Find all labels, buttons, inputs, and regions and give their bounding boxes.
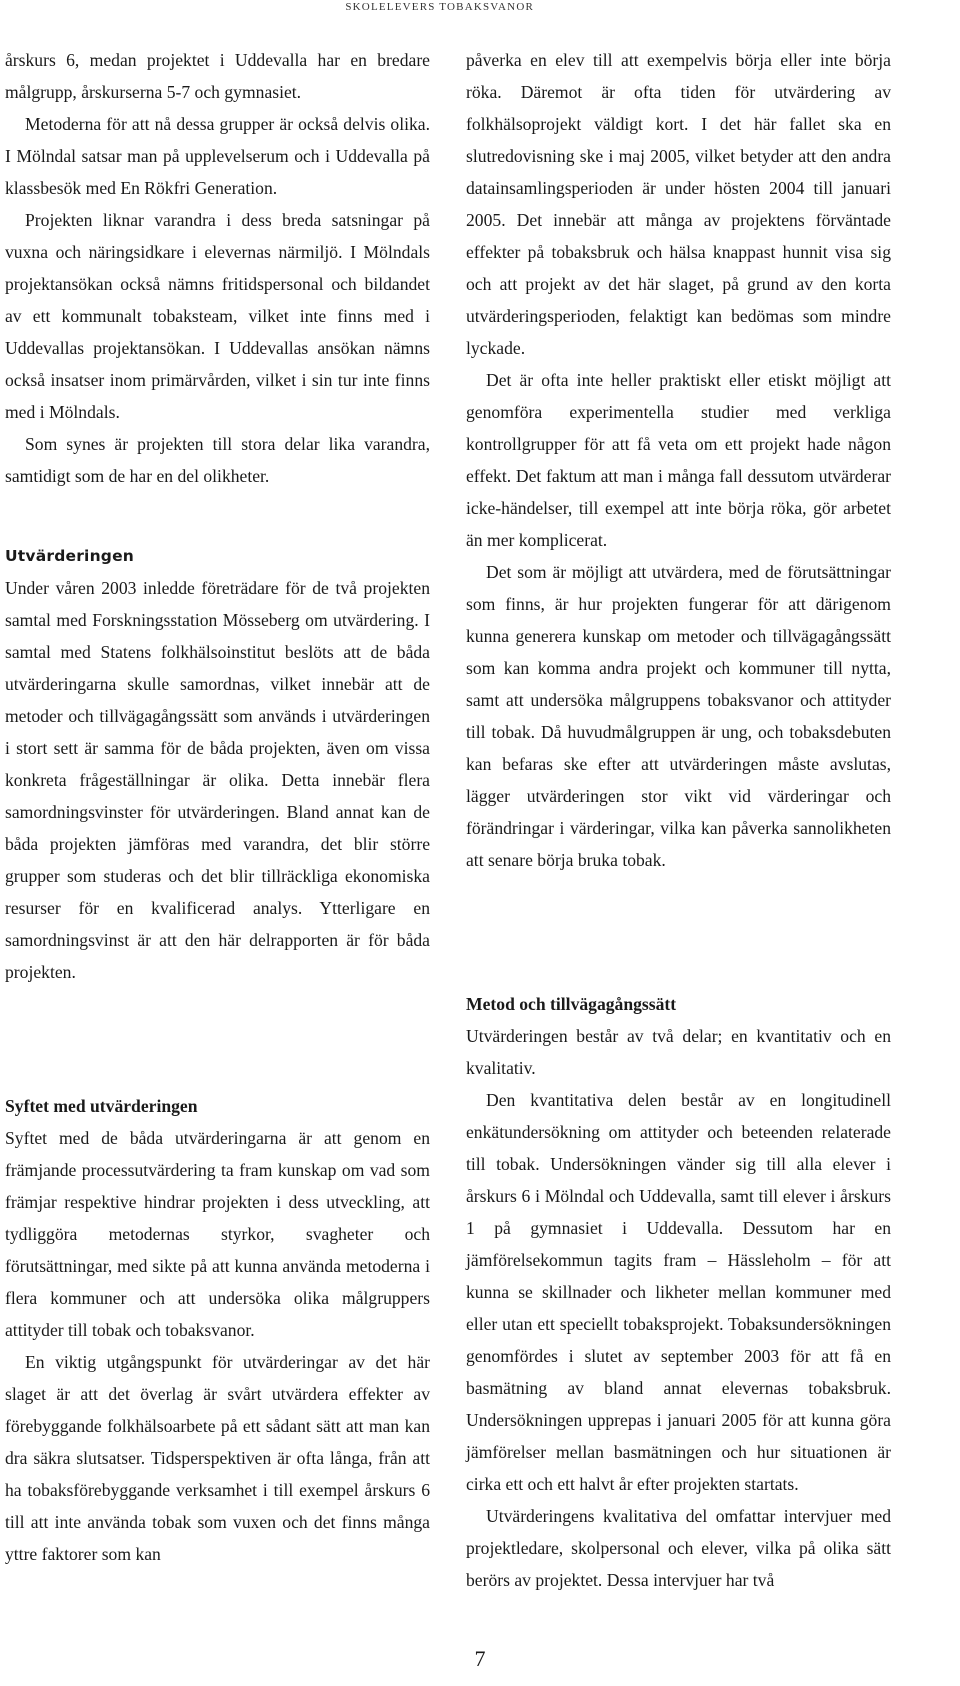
paragraph: Den kvantitativa delen består av en longitudinell enkätundersökning om attityder och beteenden relaterade till tobak. Undersökningen vänder sig till alla elever i årskurs 6 i Mölndal och Uddevalla, samt till elever i årskurs 1 på gymnasiet i Uddevalla. Dessutom har en jämförelsekommun tagits fram – Hässleholm – för att kunna se skillnader och likheter mellan kommuner med eller utan ett speciellt tobaksprojekt. Tobaksundersökningen genomfördes i slutet av september 2003 för att få en basmätning av bland annat elevernas tobaksbruk. Undersökningen upprepas i januari 2005 för att kunna göra jämförelser mellan basmätningen och hur situationen är cirka ett och ett halvt år efter projekten startats.: [466, 1090, 891, 1494]
paragraph: påverka en elev till att exempelvis börja eller inte börja röka. Däremot är ofta tiden för utvärdering av folkhälsoprojekt väldigt kort. I det här fallet ska en slutredovisning ske i maj 2005, vilket betyder att den andra datainsamlingsperioden är under hösten 2004 till januari 2005. Det innebär att många av projektens förväntade effekter på tobaksbruk och hälsa knappast hunnit visa sig och att projekt av det här slaget, på grund av den korta utvärderingsperioden, felaktigt kan bedömas som mindre lyckade.: [466, 50, 891, 358]
paragraph: Under våren 2003 inledde företrädare för de två projekten samtal med Forskningsstation Mösseberg om utvärdering. I samtal med Statens folkhälsoinstitut beslöts att de båda utvärderingarna skulle samordnas, vilket innebär att de metoder och tillvägagångssätt som används i utvärderingen i stort sett är samma för de båda projekten, även om vissa konkreta frågeställningar är olika. Detta innebär flera samordningsvinster för utvärderingen. Bland annat kan de båda projekten jämföras med varandra, det blir större grupper som studeras och det blir tillräckliga ekonomiska resurser för en kvalificerad analys. Ytterligare en samordningsvinst är att den här delrapporten är för båda projekten.: [5, 578, 430, 982]
paragraph: årskurs 6, medan projektet i Uddevalla har en bredare målgrupp, årskurserna 5-7 och gymnasiet.: [5, 50, 430, 102]
paragraph: En viktig utgångspunkt för utvärderingar av det här slaget är att det överlag är svårt utvärdera effekter av förebyggande folkhälsoarbete på ett sådant sätt att man kan dra säkra slutsatser. Tidsperspektiven är ofta långa, från att ha tobaksförebyggande verksamhet i till exempel årskurs 6 till att inte använda tobak som vuxen och det finns många yttre faktorer som kan: [5, 1352, 430, 1564]
running-head: SKOLELEVERS TOBAKSVANOR: [345, 1, 534, 13]
paragraph: Projekten liknar varandra i dess breda satsningar på vuxna och näringsidkare i elevernas närmiljö. I Mölndals projektansökan också nämns fritidspersonal och bildandet av ett kommunalt tobaksteam, vilket inte finns med i Uddevallas projektansökan. I Uddevallas ansökan nämns också insatser inom primärvården, vilket i sin tur inte finns med i Mölndals.: [5, 210, 430, 422]
paragraph: Syftet med de båda utvärderingarna är att genom en främjande processutvärdering ta fram kunskap om vad som främjar respektive hindrar projekten i dess utveckling, att tydliggöra metodernas styrkor, svagheter och förutsättningar, med sikte på att kunna använda metoderna i flera kommuner och att undersöka olika målgruppers attityder till tobak och tobaksvanor.: [5, 1128, 430, 1340]
right-column: [466, 44, 891, 1596]
heading-syftet: Syftet med utvärderingen: [5, 1096, 198, 1116]
page-number: 7: [474, 1646, 486, 1671]
left-column: [5, 44, 430, 1570]
heading-utvarderingen: Utvärderingen: [5, 547, 135, 565]
paragraph: Det är ofta inte heller praktiskt eller etiskt möjligt att genomföra experimentella studier med verkliga kontrollgrupper för att få veta om ett projekt hade någon effekt. Det faktum att man i många fall dessutom utvärderar icke-händelser, till exempel att inte börja röka, gör arbetet än mer komplicerat.: [466, 370, 891, 550]
paragraph: Det som är möjligt att utvärdera, med de förutsättningar som finns, är hur projekten fungerar för att därigenom kunna generera kunskap om metoder och tillvägagångssätt som kan komma andra projekt och kommuner till nytta, samt att undersöka målgruppens tobaksvanor och attityder till tobak. Då huvudmålgruppen är ung, och tobaksdebuten kan befaras ske efter att utvärderingen måste avslutas, lägger utvärderingen stor vikt vid värderingar och förändringar i värderingar, vilka kan påverka sannolikheten att senare börja bruka tobak.: [466, 562, 891, 870]
paragraph: Metoderna för att nå dessa grupper är också delvis olika. I Mölndal satsar man på upplevelserum och i Uddevalla på klassbesök med En Rökfri Generation.: [5, 114, 430, 198]
heading-metod: Metod och tillvägagångssätt: [466, 994, 677, 1014]
paragraph: Som synes är projekten till stora delar lika varandra, samtidigt som de har en del olikheter.: [5, 434, 430, 486]
paragraph: Utvärderingens kvalitativa del omfattar intervjuer med projektledare, skolpersonal och elever, vilka på olika sätt berörs av projektet. Dessa intervjuer har två: [466, 1506, 891, 1590]
paragraph: Utvärderingen består av två delar; en kvantitativ och en kvalitativ.: [466, 1026, 891, 1078]
